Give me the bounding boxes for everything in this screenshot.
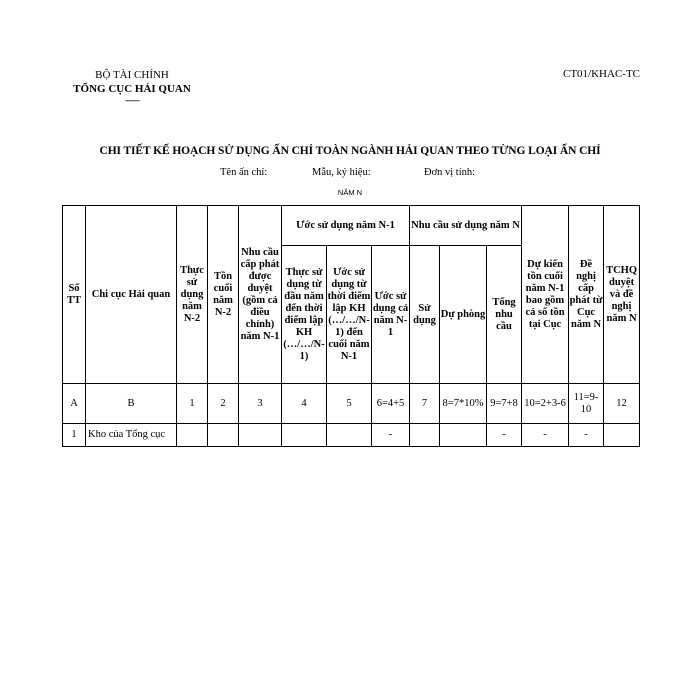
plan-table [62, 205, 640, 447]
index-cell: 5 [327, 384, 372, 424]
header-ton-cuoi: Tồn cuối năm N-2 [208, 206, 239, 384]
index-cell: 11=9-10 [569, 384, 604, 424]
issuing-authority [62, 68, 202, 105]
row-cell [239, 424, 282, 447]
row-cell [604, 424, 640, 447]
header-du-kien-ton-cuoi: Dự kiến tồn cuối năm N-1 bao gồm cả số tồn tại Cục [522, 206, 569, 384]
agency-name: TỔNG CỤC HẢI QUAN [73, 83, 191, 95]
header-chi-cuc: Chi cục Hải quan [86, 206, 177, 384]
header-thuc-su-dung-dau-nam: Thực sử dụng từ đầu năm đến thời điểm lập KH (…/…/N-1) [282, 246, 327, 384]
header-de-nghi-cap-phat: Đề nghị cấp phát từ Cục năm N [569, 206, 604, 384]
index-cell: 1 [177, 384, 208, 424]
row-cell: - [522, 424, 569, 447]
header-uoc-su-dung-group: Ước sử dụng năm N-1 [282, 206, 410, 246]
row-cell [327, 424, 372, 447]
row-cell: - [569, 424, 604, 447]
header-nhu-cau-cap-phat: Nhu cầu cấp phát được duyệt (gồm cả điều chỉnh) năm N-1 [239, 206, 282, 384]
row-cell [410, 424, 440, 447]
row-stt: 1 [63, 424, 86, 447]
header-tchq-duyet: TCHQ duyệt và đề nghị năm N [604, 206, 640, 384]
index-cell: 10=2+3-6 [522, 384, 569, 424]
index-cell: B [86, 384, 177, 424]
row-cell: - [487, 424, 522, 447]
field-symbol-label: Mẫu, ký hiệu: [312, 167, 371, 178]
row-cell [177, 424, 208, 447]
index-cell: 4 [282, 384, 327, 424]
index-cell: A [63, 384, 86, 424]
year-label: NĂM N [337, 188, 363, 197]
index-cell: 12 [604, 384, 640, 424]
row-cell: - [372, 424, 410, 447]
index-cell: 6=4+5 [372, 384, 410, 424]
header-thuc-su-dung: Thực sử dụng năm N-2 [177, 206, 208, 384]
document-title: CHI TIẾT KẾ HOẠCH SỬ DỤNG ẤN CHỈ TOÀN NGÀNH HẢI QUAN THEO TỪNG LOẠI ẤN CHỈ [99, 145, 601, 157]
row-cell [282, 424, 327, 447]
header-stt: Số TT [63, 206, 86, 384]
header-su-dung: Sử dụng [410, 246, 440, 384]
row-name: Kho của Tổng cục [86, 424, 177, 447]
header-tong-nhu-cau: Tổng nhu cầu [487, 246, 522, 384]
header-uoc-su-dung-ca-nam: Ước sử dụng cả năm N-1 [372, 246, 410, 384]
field-unit-label: Đơn vị tính: [424, 167, 476, 178]
ministry-name: BỘ TÀI CHÍNH [95, 69, 169, 81]
index-cell: 2 [208, 384, 239, 424]
index-cell: 8=7*10% [440, 384, 487, 424]
row-cell [208, 424, 239, 447]
field-name-label: Tên ấn chỉ: [220, 167, 268, 178]
table-row [63, 424, 640, 447]
index-cell: 9=7+8 [487, 384, 522, 424]
index-cell: 7 [410, 384, 440, 424]
agency-underline: ------- [125, 95, 139, 105]
header-nhu-cau-group: Nhu cầu sử dụng năm N [410, 206, 522, 246]
index-row [63, 384, 640, 424]
header-du-phong: Dự phòng [440, 246, 487, 384]
row-cell [440, 424, 487, 447]
index-cell: 3 [239, 384, 282, 424]
header-uoc-su-dung-tu-thoi-diem: Ước sử dụng từ thời điểm lập KH (…/…/N-1) đến cuối năm N-1 [327, 246, 372, 384]
form-code: CT01/KHAC-TC [563, 68, 640, 80]
